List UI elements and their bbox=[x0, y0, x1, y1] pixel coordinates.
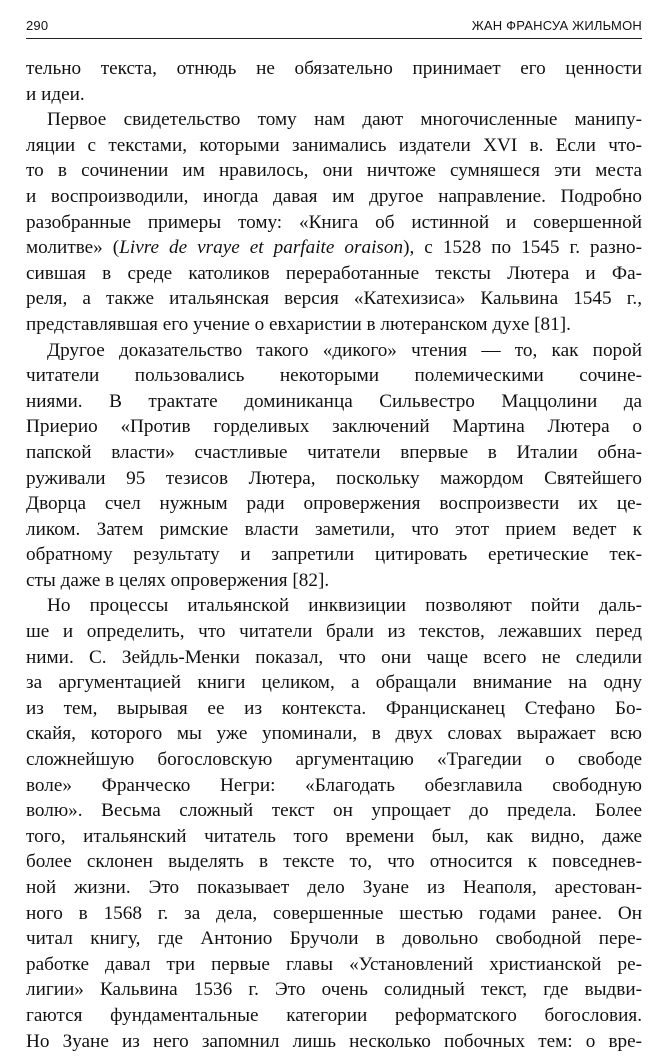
text-line: руживали 95 тезисов Лютера, поскольку мажордом Святейшего bbox=[26, 467, 642, 489]
text-line: ликом. Затем римские власти заметили, что этот прием ведет к bbox=[26, 518, 642, 540]
text-line: ного в 1568 г. за дела, совершенные шестью годами ранее. Он bbox=[26, 902, 642, 924]
page-number: 290 bbox=[26, 18, 49, 33]
text-line: ной жизни. Это показывает дело Зуане из Неаполя, арестован- bbox=[26, 877, 642, 898]
text-line: ними. С. Зейдль-Менки показал, что они чаще всего не следили bbox=[26, 646, 642, 668]
text-line: читал книгу, где Антонио Бручоли в довольно свободной пере- bbox=[26, 928, 642, 950]
text-line: лигии» Кальвина 1536 г. Это очень солидный текст, где выдви- bbox=[26, 979, 642, 1001]
running-title: ЖАН ФРАНСУА ЖИЛЬМОН bbox=[471, 18, 642, 33]
text-line: работке давал три первые главы «Установлений христианской ре- bbox=[26, 953, 642, 975]
text-line: Приерио «Против горделивых заключений Мартина Лютера о bbox=[26, 416, 642, 438]
text-line: более склонен выделять в тексте то, что относится к повседнев- bbox=[26, 851, 642, 873]
text-line: ниями. В трактате доминиканца Сильвестро Маццолини да bbox=[26, 390, 642, 412]
running-header bbox=[26, 16, 642, 39]
paragraph-start: Первое свидетельство тому нам дают многочисленные манипу- bbox=[47, 109, 642, 131]
paragraph-end: сты даже в целях опровержения [82]. bbox=[26, 569, 330, 591]
text-line: молитве» (Livre de vraye et parfaite oraison), с 1528 по 1545 г. разно- bbox=[26, 237, 642, 259]
text-line: ше и определить, что читатели брали из текстов, лежавших перед bbox=[26, 621, 642, 643]
text-line: реля, а также итальянская версия «Катехизиса» Кальвина 1545 г., bbox=[26, 288, 642, 310]
text-line: папской власти» счастливые читатели впервые в Италии обна- bbox=[26, 441, 642, 463]
paragraph-start: Но процессы итальянской инквизиции позволяют пойти даль- bbox=[47, 595, 642, 617]
text-line: ляции с текстами, которыми занимались издатели XVI в. Если что- bbox=[26, 134, 642, 156]
text-line: воле» Франческо Негри: «Благодать обезглавила свободную bbox=[26, 774, 642, 796]
text-line: сившая в среде католиков переработанные тексты Лютера и Фа- bbox=[26, 262, 642, 284]
text-line: Дворца счел нужным ради опровержения воспроизвести их це- bbox=[26, 493, 642, 515]
text-line: гаются фундаментальные категории реформатского богословия. bbox=[26, 1004, 642, 1026]
text-line: сложнейшую богословскую аргументацию «Трагедии о свободе bbox=[26, 749, 642, 771]
text-line: то в сочинении им нравилось, они ничтоже сумняшеся эти места bbox=[26, 160, 642, 182]
paragraph: тельно текста, отнюдь не обязательно принимает его ценности bbox=[26, 58, 642, 79]
text-line: волю». Весьма сложный текст он упрощает до предела. Более bbox=[26, 800, 642, 822]
text-line: разобранные примеры тому: «Книга об истинной и совершенной bbox=[26, 211, 642, 233]
text-line: за аргументацией книги целиком, а обращали внимание на одну bbox=[26, 672, 642, 694]
text-line: того, итальянский читатель того времени был, как видно, даже bbox=[26, 825, 642, 847]
text-line: читатели пользовались некоторыми полемическими сочине- bbox=[26, 365, 642, 387]
paragraph-end: представлявшая его учение о евхаристии в лютеранском духе [81]. bbox=[26, 313, 571, 335]
paragraph-start: Другое доказательство такого «дикого» чтения — то, как порой bbox=[47, 339, 642, 361]
text-line: Но Зуане из него запомнил лишь несколько побочных тем: о вре- bbox=[26, 1030, 642, 1052]
body-text bbox=[26, 56, 642, 1054]
text-line: скайя, которого мы уже упоминали, в двух словах выражает всю bbox=[26, 723, 642, 745]
text-line: из тем, вырывая ее из контекста. Францисканец Стефано Бо- bbox=[26, 697, 642, 719]
text-line: обратному результату и запретили цитировать еретические тек- bbox=[26, 544, 642, 566]
paragraph-end: и идеи. bbox=[26, 83, 85, 105]
text-line: и воспроизводили, иногда давая им другое направление. Подробно bbox=[26, 185, 642, 207]
